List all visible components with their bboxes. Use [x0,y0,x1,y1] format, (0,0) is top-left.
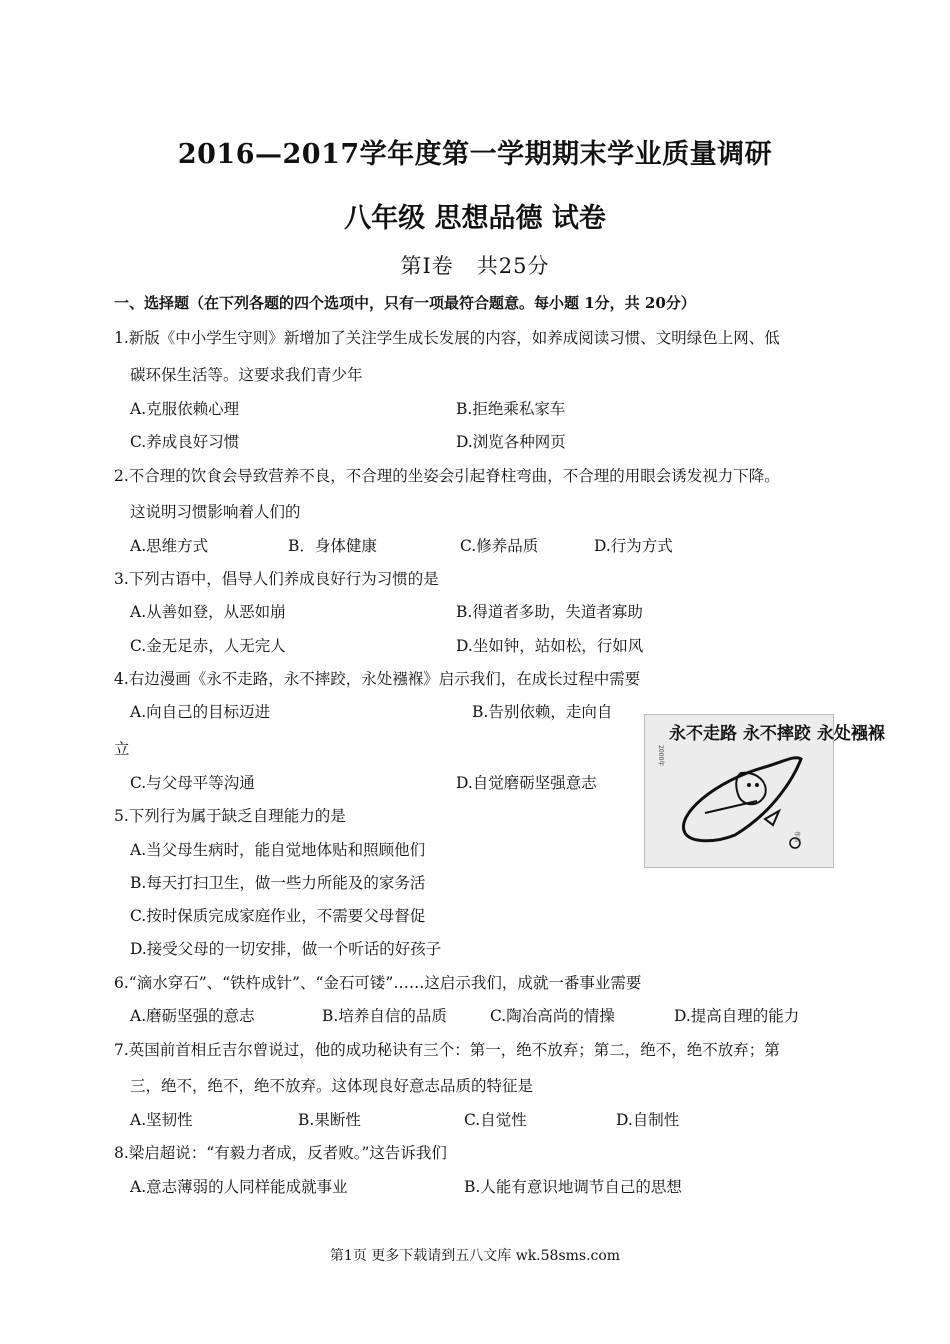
q3-option-d: D.坐如钟，站如松，行如风 [456,637,644,655]
q1-option-d: D.浏览各种网页 [456,433,566,451]
q5-option-d: D.接受父母的一切安排，做一个听话的好孩子 [130,940,442,958]
q2-option-c: C.修养品质 [460,537,539,555]
q3-stem: 3.下列古语中，倡导人们养成良好行为习惯的是 [114,570,439,588]
q2-option-d: D.行为方式 [594,537,673,555]
svg-text:2000年: 2000年 [657,745,664,767]
q1-option-a: A.克服依赖心理 [130,400,240,418]
page-footer: 第1页 更多下载请到五八文库 wk.58sms.com [329,1248,621,1264]
q1-stem-line1: 1.新版《中小学生守则》新增加了关注学生成长发展的内容，如养成阅读习惯、文明绿色上网、低 [114,329,780,347]
q7-option-c: C.自觉性 [464,1111,527,1129]
exam-title: 2016—2017学年度第一学期期末学业质量调研 [177,139,773,170]
q5-option-c: C.按时保质完成家庭作业，不需要父母督促 [130,907,426,925]
q7-stem-line1: 7.英国前首相丘吉尔曾说过，他的成功秘诀有三个：第一，绝不放弃；第二，绝不，绝不放弃；第 [114,1041,780,1059]
volume-heading: 第Ⅰ卷 共25分 [400,254,550,278]
q2-stem-line1: 2.不合理的饮食会导致营养不良，不合理的坐姿会引起脊柱弯曲，不合理的用眼会诱发视力下降。 [114,467,780,485]
q6-option-d: D.提高自理的能力 [674,1007,800,1025]
q7-option-b: B.果断性 [298,1111,361,1129]
q5-option-b: B.每天打扫卫生，做一些力所能及的家务活 [130,874,426,892]
q4-option-b: B.告别依赖，走向自 [472,703,613,721]
q3-option-a: A.从善如登，从恶如崩 [130,603,286,621]
svg-text:作者: 作者 [793,831,800,844]
exam-subtitle: 八年级 思想品德 试卷 [344,203,606,234]
q2-option-a: A.思维方式 [130,537,209,555]
q6-stem: 6.“滴水穿石”、“铁杵成针”、“金石可镂”……这启示我们，成就一番事业需要 [114,974,642,992]
q2-option-b: B．身体健康 [288,537,377,555]
q4-option-d: D.自觉磨砺坚强意志 [456,774,597,792]
q1-option-c: C.养成良好习惯 [130,433,240,451]
q1-option-b: B.拒绝乘私家车 [456,400,566,418]
q7-option-a: A.坚韧性 [130,1111,193,1129]
q5-stem: 5.下列行为属于缺乏自理能力的是 [114,807,346,825]
q6-option-b: B.培养自信的品质 [322,1007,447,1025]
q8-stem: 8.梁启超说：“有毅力者成，反者败。”这告诉我们 [114,1144,447,1162]
q1-stem-line2: 碳环保生活等。这要求我们青少年 [130,366,363,384]
q3-option-c: C.金无足赤，人无完人 [130,637,286,655]
q4-option-a: A.向自己的目标迈进 [130,703,271,721]
q7-option-d: D.自制性 [616,1111,680,1129]
q4-option-c: C.与父母平等沟通 [130,774,255,792]
q3-option-b: B.得道者多助，失道者寡助 [456,603,643,621]
q7-stem-line2: 三，绝不，绝不，绝不放弃。这体现良好意志品质的特征是 [130,1077,534,1095]
q2-stem-line2: 这说明习惯影响着人们的 [130,503,301,521]
section-heading: 一、选择题（在下列各题的四个选项中，只有一项最符合题意。每小题 1分，共 20分） [114,294,696,312]
cartoon-image [644,714,885,868]
q5-option-a: A.当父母生病时，能自觉地体贴和照顾他们 [130,841,426,859]
cartoon-caption: 永不走路 永不摔跤 永处襁褓 [669,724,885,744]
q8-option-b: B.人能有意识地调节自己的思想 [464,1178,682,1196]
q4-stem: 4.右边漫画《永不走路，永不摔跤，永处襁褓》启示我们，在成长过程中需要 [114,670,641,688]
q8-option-a: A.意志薄弱的人同样能成就事业 [130,1178,348,1196]
q6-option-a: A.磨砺坚强的意志 [130,1007,255,1025]
q6-option-c: C.陶冶高尚的情操 [490,1007,615,1025]
q4-option-b-cont: 立 [114,740,130,758]
